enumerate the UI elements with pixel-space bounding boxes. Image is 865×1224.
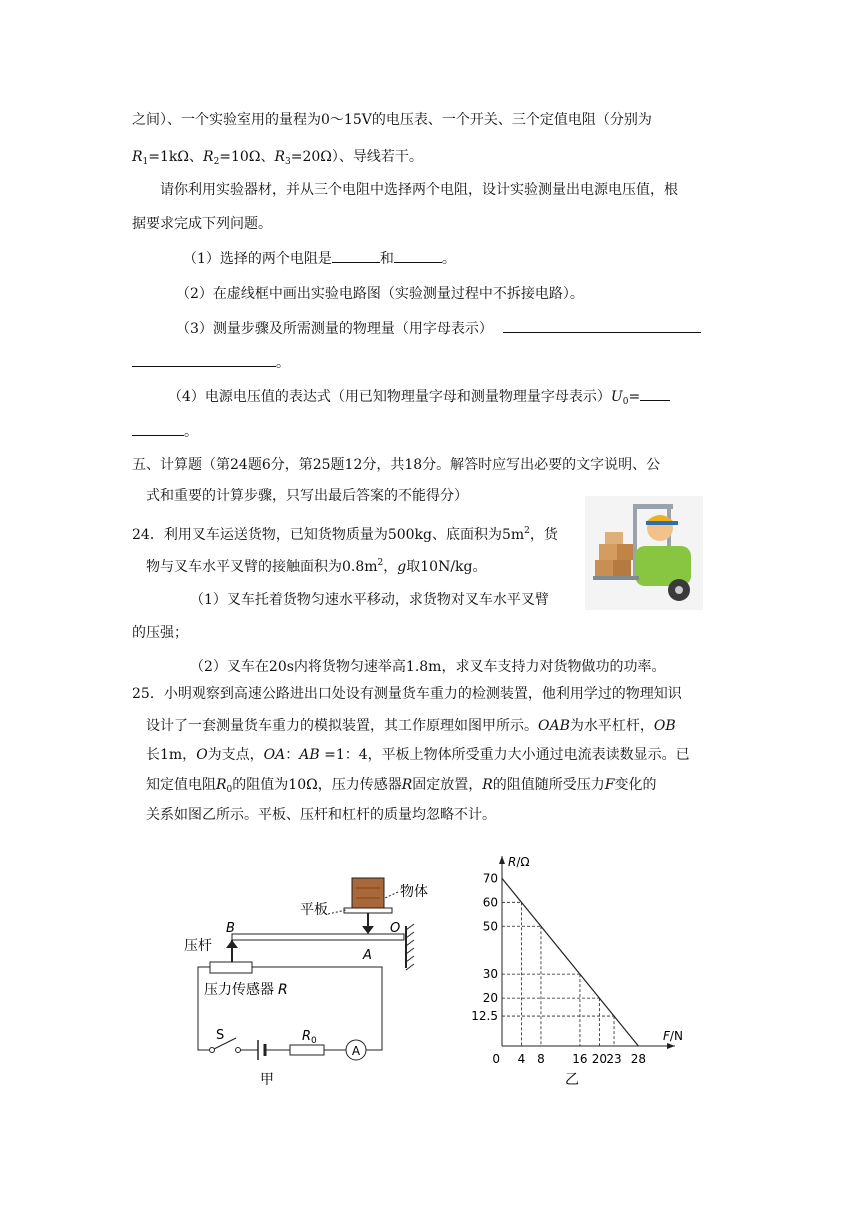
point-b-label: B [226, 921, 235, 936]
x-tick-label: 16 [572, 1052, 588, 1066]
problem-25-line: 知定值电阻$R_0$的阻值为10Ω，压力传感器R固定放置，R的阻值随所受压力F变化的 [146, 777, 657, 795]
resistance-force-chart [468, 852, 698, 1092]
problem-25-line: 设计了一套测量货车重力的模拟装置，其工作原理如图甲所示。OAB为水平杠杆，OB [146, 718, 676, 734]
r0-label: $R_0$ [302, 1029, 317, 1046]
x-tick-label: 8 [537, 1052, 545, 1066]
question-2: （2）在虚线框中画出实验电路图（实验测量过程中不拆接电路）。 [176, 286, 584, 302]
series-line [502, 878, 638, 1046]
problem-25-line: 关系如图乙所示。平板、压杆和杠杆的质量均忽略不计。 [146, 807, 496, 823]
answer-blank[interactable] [503, 318, 701, 333]
lever [232, 934, 404, 940]
press-rod-label: 压杆 [184, 938, 212, 954]
answer-blank[interactable] [394, 248, 442, 263]
question-4-continued: 。 [132, 421, 198, 442]
switch [210, 1048, 215, 1053]
question-3-continued: 。 [132, 352, 290, 373]
sensor-label: 压力传感器 R [204, 982, 288, 998]
circuit-diagram [170, 870, 440, 1095]
text-line-resistors: $R_1=1k\Omega$、$R_2=10\Omega$、$R_3=20\Omega$）、导线若干。 [132, 149, 423, 167]
switch-label: S [216, 1028, 225, 1043]
y-tick-label: 50 [482, 919, 498, 934]
x-tick-label: 28 [630, 1052, 647, 1066]
x-axis-label: F/N [663, 1029, 683, 1043]
y-tick-label: 30 [482, 967, 498, 982]
problem-25: 25．小明观察到高速公路进出口处设有测量货车重力的检测装置，他利用学过的物理知识 [132, 686, 682, 702]
answer-blank[interactable] [332, 248, 380, 263]
y-tick-label: 20 [482, 991, 498, 1006]
text-line: 请你利用实验器材，并从三个电阻中选择两个电阻，设计实验测量出电源电压值，根 [160, 182, 678, 198]
text-line: 之间）、一个实验室用的量程为0～15V的电压表、一个开关、三个定值电阻（分别为 [132, 112, 652, 128]
y-tick-label: 12.5 [471, 1009, 498, 1024]
point-a-label: A [363, 948, 372, 963]
plate [344, 908, 392, 913]
resistor-r0 [290, 1045, 324, 1055]
y-tick-label: 70 [482, 871, 498, 886]
question-3: （3）测量步骤及所需测量的物理量（用字母表示） [176, 318, 701, 339]
problem-24-part-1: （1）叉车托着货物匀速水平移动，求货物对叉车水平叉臂 [190, 592, 549, 608]
y-axis-label: R/Ω [508, 855, 530, 869]
problem-24-line: 物与叉车水平叉臂的接触面积为$0.8m^2$，g取10N/kg。 [146, 558, 487, 575]
section-heading: 五、计算题（第24题6分，第25题12分，共18分。解答时应写出必要的文字说明、公 [132, 457, 661, 473]
answer-blank[interactable] [132, 421, 184, 436]
forklift-illustration [585, 496, 703, 610]
answer-blank[interactable] [640, 386, 670, 401]
object-label: 物体 [400, 884, 428, 900]
text-line: 据要求完成下列问题。 [132, 216, 272, 232]
plate-label: 平板 [300, 902, 328, 918]
pressure-sensor [210, 962, 252, 973]
caption-jia: 甲 [260, 1072, 274, 1088]
ammeter-label: A [351, 1044, 361, 1058]
point-o-label: O [390, 921, 401, 936]
y-tick-label: 60 [482, 895, 498, 910]
question-4: （4）电源电压值的表达式（用已知物理量字母和测量物理量字母表示）$U_0=$ [168, 386, 670, 412]
section-heading-continued: 式和重要的计算步骤，只写出最后答案的不能得分） [146, 488, 468, 504]
problem-24: 24．利用叉车运送货物，已知货物质量为500kg、底面积为$5m^2$，货 [132, 526, 558, 543]
question-1: （1）选择的两个电阻是 和 。 [183, 248, 456, 269]
x-tick-label: 23 [606, 1052, 622, 1066]
origin-label: 0 [492, 1052, 500, 1066]
x-tick-label: 20 [591, 1052, 608, 1066]
pivot-a [362, 926, 374, 934]
x-tick-label: 4 [517, 1052, 526, 1066]
problem-24-part-1-continued: 的压强； [132, 625, 188, 641]
problem-24-part-2: （2）叉车在20s内将货物匀速举高1.8m，求叉车支持力对货物做功的功率。 [190, 659, 666, 675]
caption-yi: 乙 [565, 1072, 579, 1088]
y-axis-arrow [499, 856, 505, 864]
answer-blank[interactable] [132, 352, 276, 367]
x-axis-arrow [667, 1043, 675, 1049]
object-block [352, 878, 384, 908]
problem-25-line: 长1m，O为支点，OA：AB =1：4，平板上物体所受重力大小通过电流表读数显示。已 [146, 747, 690, 763]
